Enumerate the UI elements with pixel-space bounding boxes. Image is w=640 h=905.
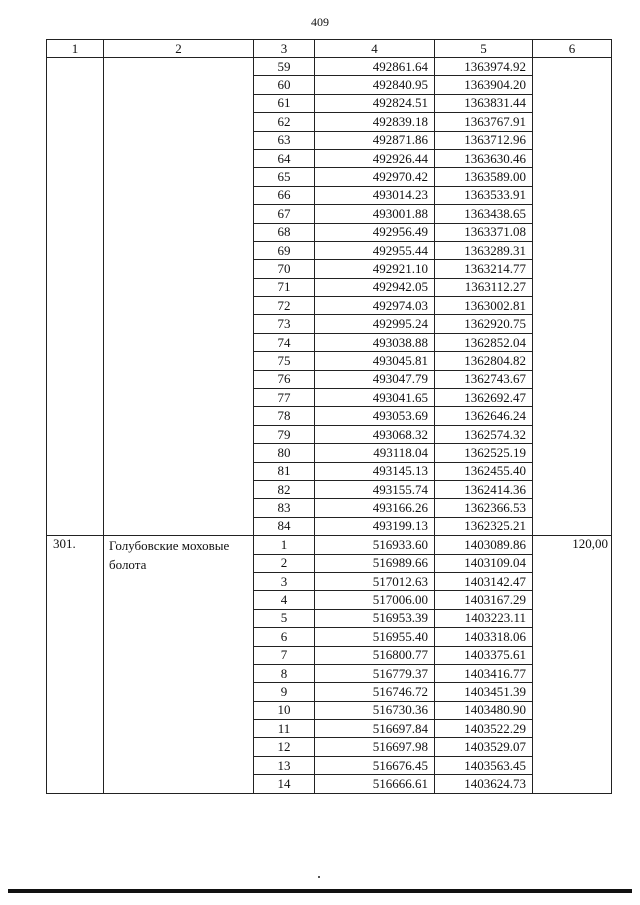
- point-number: 5: [254, 609, 315, 627]
- table-row: [47, 536, 612, 554]
- entry-area: 120,00: [533, 536, 612, 793]
- point-number: 74: [254, 333, 315, 351]
- x-coordinate: 516697.84: [315, 720, 435, 738]
- y-coordinate: 1363002.81: [435, 297, 533, 315]
- x-coordinate: 493145.13: [315, 462, 435, 480]
- point-number: 1: [254, 536, 315, 554]
- point-number: 10: [254, 701, 315, 719]
- x-coordinate: 493199.13: [315, 517, 435, 535]
- point-number: 61: [254, 94, 315, 112]
- y-coordinate: 1363831.44: [435, 94, 533, 112]
- y-coordinate: 1363630.46: [435, 149, 533, 167]
- y-coordinate: 1403318.06: [435, 628, 533, 646]
- y-coordinate: 1403563.45: [435, 756, 533, 774]
- y-coordinate: 1363767.91: [435, 113, 533, 131]
- table-header-row: [47, 40, 612, 58]
- point-number: 73: [254, 315, 315, 333]
- x-coordinate: 492824.51: [315, 94, 435, 112]
- x-coordinate: 516800.77: [315, 646, 435, 664]
- y-coordinate: 1403480.90: [435, 701, 533, 719]
- column-header: 5: [435, 40, 533, 58]
- y-coordinate: 1363533.91: [435, 186, 533, 204]
- entry-name: Голубовские моховые болота: [104, 536, 254, 793]
- y-coordinate: 1363712.96: [435, 131, 533, 149]
- x-coordinate: 493041.65: [315, 389, 435, 407]
- y-coordinate: 1362743.67: [435, 370, 533, 388]
- point-number: 81: [254, 462, 315, 480]
- point-number: 76: [254, 370, 315, 388]
- y-coordinate: 1403142.47: [435, 572, 533, 590]
- coordinates-table: [46, 39, 612, 794]
- y-coordinate: 1403223.11: [435, 609, 533, 627]
- column-header: 6: [533, 40, 612, 58]
- point-number: 59: [254, 58, 315, 76]
- x-coordinate: 517012.63: [315, 572, 435, 590]
- y-coordinate: 1362414.36: [435, 480, 533, 498]
- y-coordinate: 1403089.86: [435, 536, 533, 554]
- point-number: 80: [254, 444, 315, 462]
- x-coordinate: 492871.86: [315, 131, 435, 149]
- point-number: 77: [254, 389, 315, 407]
- point-number: 4: [254, 591, 315, 609]
- x-coordinate: 492861.64: [315, 58, 435, 76]
- x-coordinate: 516989.66: [315, 554, 435, 572]
- y-coordinate: 1362920.75: [435, 315, 533, 333]
- x-coordinate: 493014.23: [315, 186, 435, 204]
- x-coordinate: 516953.39: [315, 609, 435, 627]
- y-coordinate: 1362366.53: [435, 499, 533, 517]
- y-coordinate: 1403529.07: [435, 738, 533, 756]
- point-number: 62: [254, 113, 315, 131]
- point-number: 69: [254, 241, 315, 259]
- y-coordinate: 1362852.04: [435, 333, 533, 351]
- point-number: 79: [254, 425, 315, 443]
- point-number: 84: [254, 517, 315, 535]
- point-number: 66: [254, 186, 315, 204]
- x-coordinate: 493118.04: [315, 444, 435, 462]
- y-coordinate: 1363974.92: [435, 58, 533, 76]
- y-coordinate: 1403375.61: [435, 646, 533, 664]
- point-number: 14: [254, 775, 315, 793]
- x-coordinate: 492921.10: [315, 260, 435, 278]
- column-header: 2: [104, 40, 254, 58]
- y-coordinate: 1362574.32: [435, 425, 533, 443]
- x-coordinate: 516676.45: [315, 756, 435, 774]
- y-coordinate: 1363112.27: [435, 278, 533, 296]
- x-coordinate: 492955.44: [315, 241, 435, 259]
- y-coordinate: 1362692.47: [435, 389, 533, 407]
- x-coordinate: 493047.79: [315, 370, 435, 388]
- y-coordinate: 1403451.39: [435, 683, 533, 701]
- point-number: 2: [254, 554, 315, 572]
- y-coordinate: 1363214.77: [435, 260, 533, 278]
- x-coordinate: 492840.95: [315, 76, 435, 94]
- x-coordinate: 516779.37: [315, 664, 435, 682]
- scan-speck: [318, 876, 320, 878]
- x-coordinate: 516730.36: [315, 701, 435, 719]
- x-coordinate: 516933.60: [315, 536, 435, 554]
- point-number: 9: [254, 683, 315, 701]
- y-coordinate: 1403624.73: [435, 775, 533, 793]
- x-coordinate: 493045.81: [315, 352, 435, 370]
- point-number: 7: [254, 646, 315, 664]
- page-number: 409: [311, 15, 329, 29]
- x-coordinate: 516666.61: [315, 775, 435, 793]
- y-coordinate: 1403416.77: [435, 664, 533, 682]
- y-coordinate: 1403522.29: [435, 720, 533, 738]
- x-coordinate: 492970.42: [315, 168, 435, 186]
- point-number: 71: [254, 278, 315, 296]
- point-number: 3: [254, 572, 315, 590]
- point-number: 82: [254, 480, 315, 498]
- x-coordinate: 493038.88: [315, 333, 435, 351]
- point-number: 68: [254, 223, 315, 241]
- x-coordinate: 493068.32: [315, 425, 435, 443]
- point-number: 70: [254, 260, 315, 278]
- y-coordinate: 1363589.00: [435, 168, 533, 186]
- entry-number-cell: [47, 58, 104, 536]
- x-coordinate: 493001.88: [315, 205, 435, 223]
- point-number: 63: [254, 131, 315, 149]
- y-coordinate: 1403109.04: [435, 554, 533, 572]
- point-number: 60: [254, 76, 315, 94]
- x-coordinate: 492956.49: [315, 223, 435, 241]
- x-coordinate: 493155.74: [315, 480, 435, 498]
- x-coordinate: 516697.98: [315, 738, 435, 756]
- y-coordinate: 1362525.19: [435, 444, 533, 462]
- point-number: 6: [254, 628, 315, 646]
- x-coordinate: 492942.05: [315, 278, 435, 296]
- y-coordinate: 1363438.65: [435, 205, 533, 223]
- y-coordinate: 1363904.20: [435, 76, 533, 94]
- point-number: 65: [254, 168, 315, 186]
- point-number: 11: [254, 720, 315, 738]
- point-number: 67: [254, 205, 315, 223]
- point-number: 13: [254, 756, 315, 774]
- x-coordinate: 492839.18: [315, 113, 435, 131]
- table-row: [47, 58, 612, 76]
- x-coordinate: 516746.72: [315, 683, 435, 701]
- y-coordinate: 1363289.31: [435, 241, 533, 259]
- x-coordinate: 517006.00: [315, 591, 435, 609]
- point-number: 83: [254, 499, 315, 517]
- y-coordinate: 1362455.40: [435, 462, 533, 480]
- bottom-rule: [8, 889, 632, 893]
- y-coordinate: 1362325.21: [435, 517, 533, 535]
- column-header: 3: [254, 40, 315, 58]
- entry-number: 301.: [47, 536, 104, 793]
- entry-area-cell: [533, 58, 612, 536]
- x-coordinate: 493053.69: [315, 407, 435, 425]
- point-number: 72: [254, 297, 315, 315]
- point-number: 8: [254, 664, 315, 682]
- x-coordinate: 493166.26: [315, 499, 435, 517]
- point-number: 78: [254, 407, 315, 425]
- point-number: 64: [254, 149, 315, 167]
- point-number: 75: [254, 352, 315, 370]
- y-coordinate: 1363371.08: [435, 223, 533, 241]
- column-header: 1: [47, 40, 104, 58]
- x-coordinate: 492974.03: [315, 297, 435, 315]
- y-coordinate: 1403167.29: [435, 591, 533, 609]
- y-coordinate: 1362646.24: [435, 407, 533, 425]
- entry-name-cell: [104, 58, 254, 536]
- column-header: 4: [315, 40, 435, 58]
- x-coordinate: 492995.24: [315, 315, 435, 333]
- x-coordinate: 492926.44: [315, 149, 435, 167]
- point-number: 12: [254, 738, 315, 756]
- x-coordinate: 516955.40: [315, 628, 435, 646]
- y-coordinate: 1362804.82: [435, 352, 533, 370]
